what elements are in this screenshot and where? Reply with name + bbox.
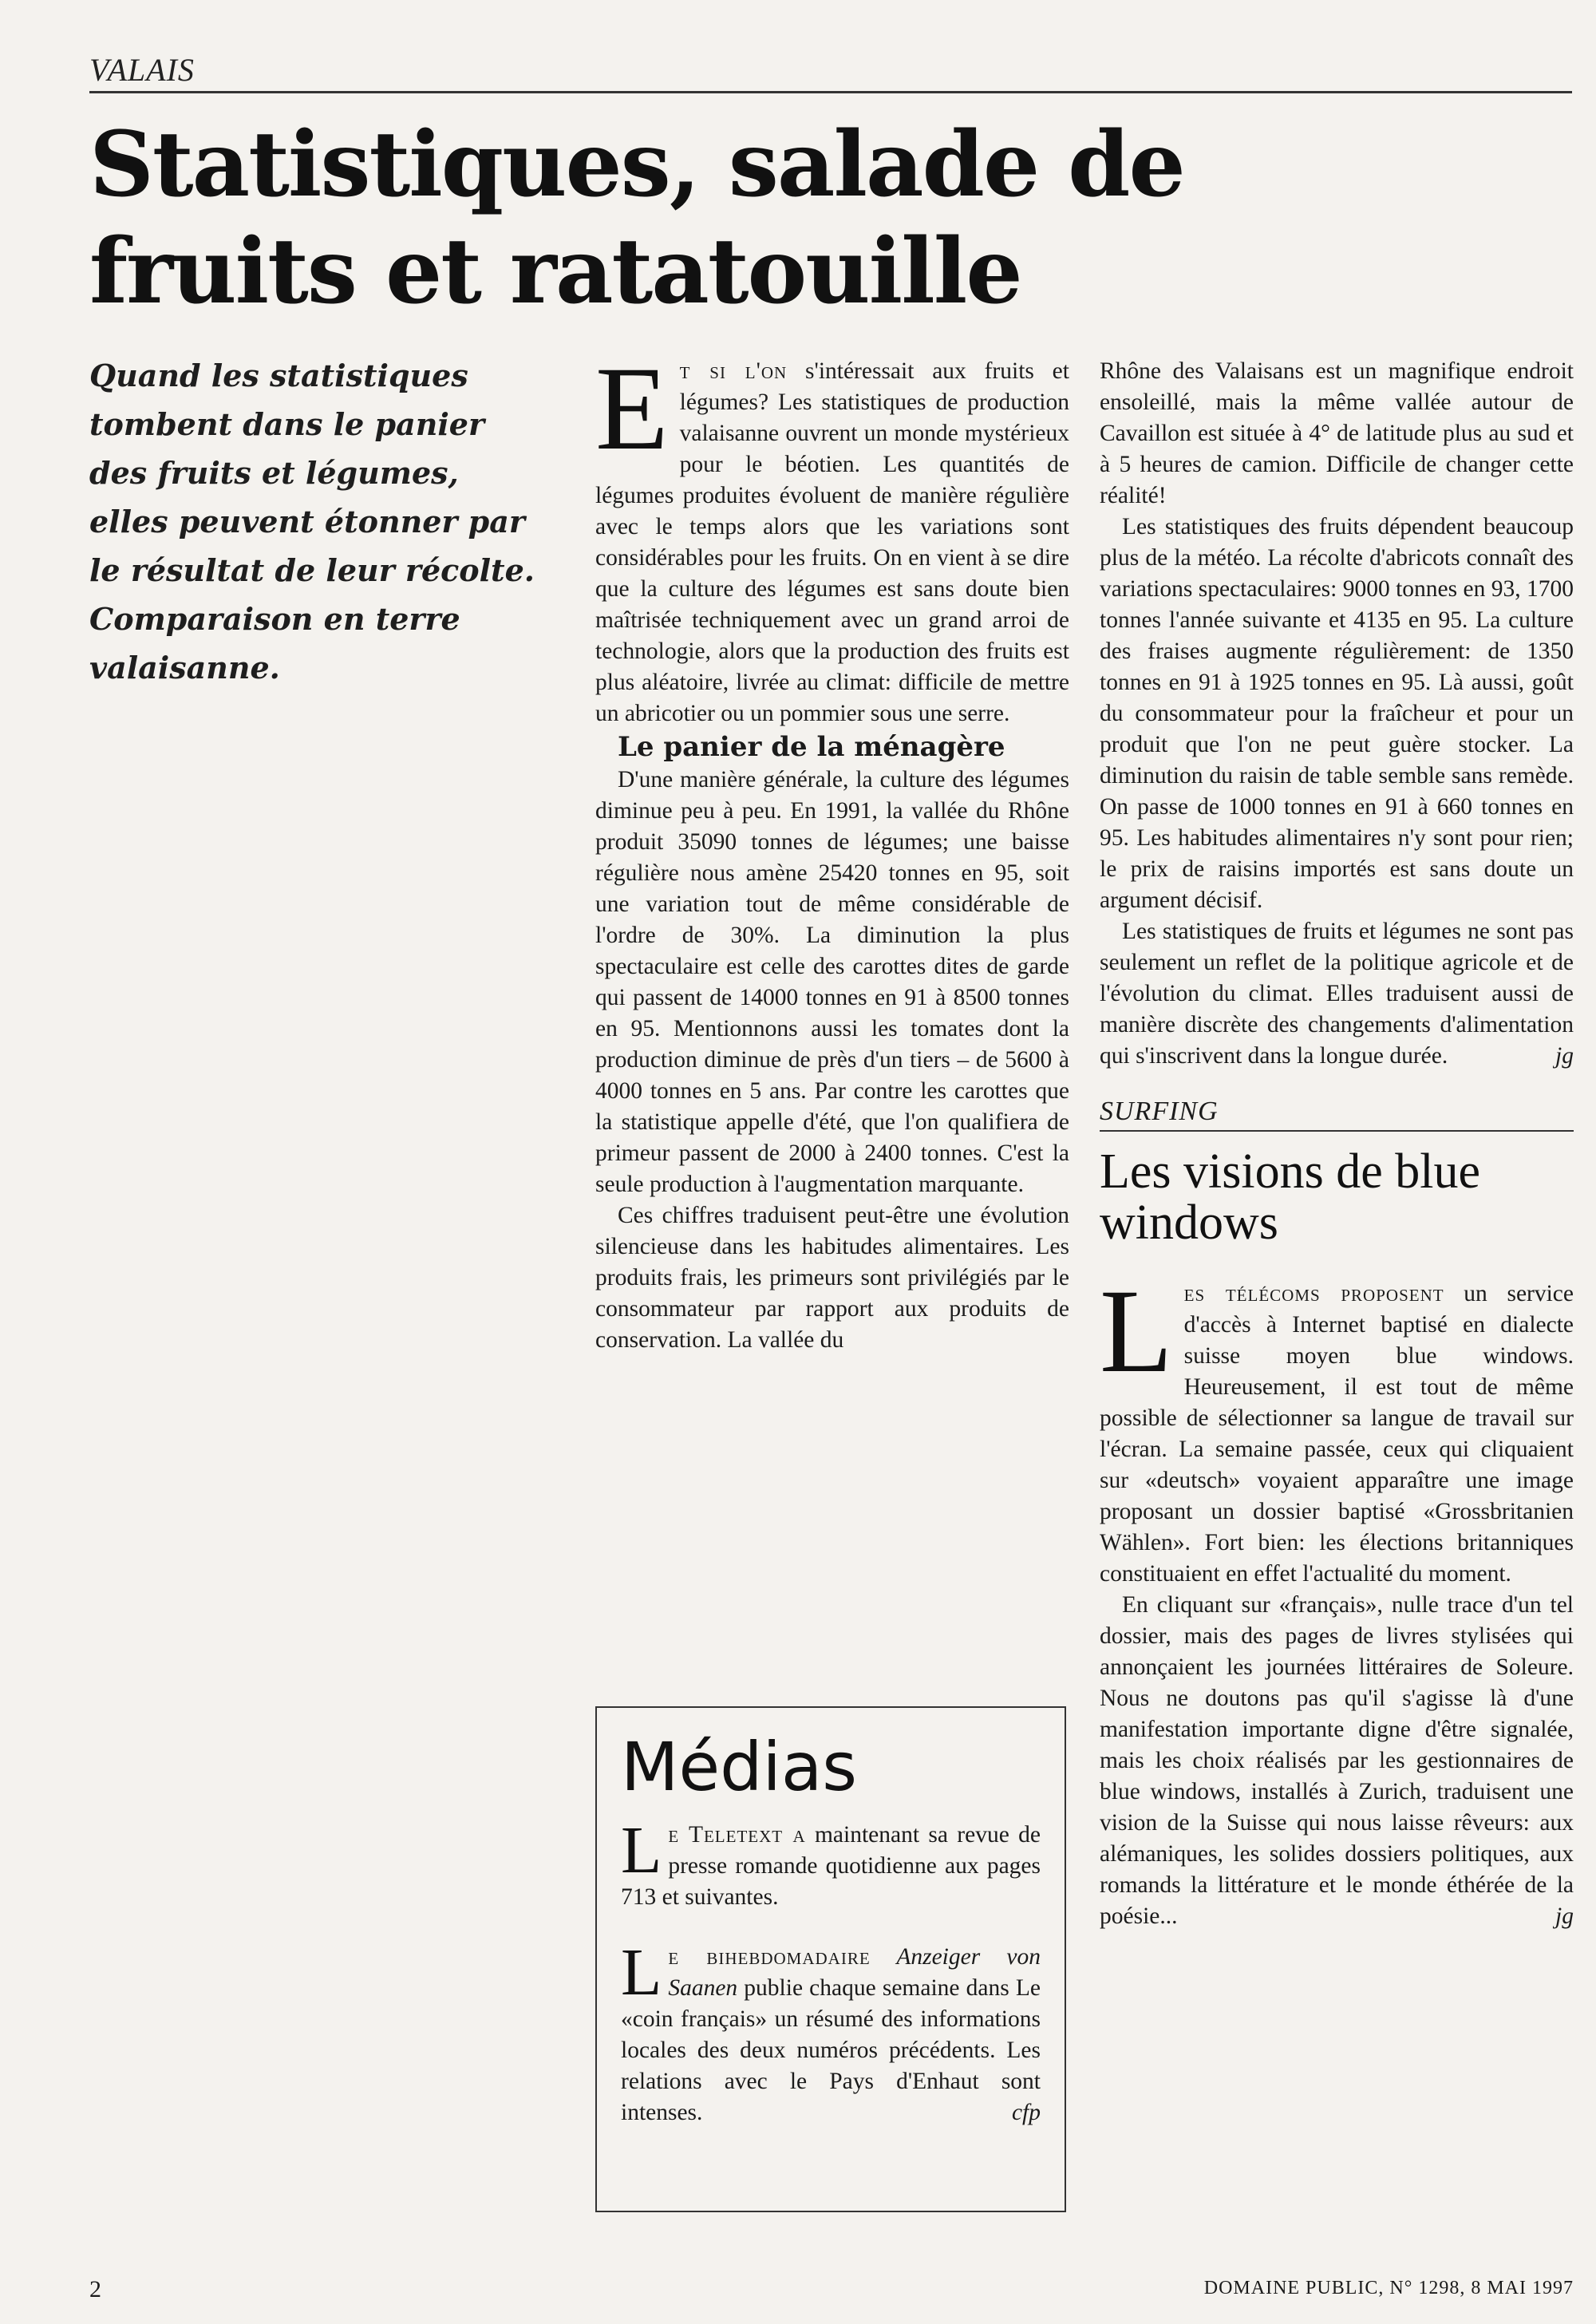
article-paragraph-opening — [595, 342, 1069, 729]
surfing-opening-smallcaps: es télécoms proposent — [1183, 1281, 1444, 1306]
section-rubric: VALAIS — [89, 52, 195, 88]
article-column-2 — [1100, 356, 1574, 1932]
medias-dropcap: L — [621, 1813, 662, 1887]
article-paragraph: Ces chiffres traduisent peut-être une évolution silencieuse dans les habitudes alimentaires. Les produits frais, les primeurs sont privilégiés par le consommateur par rapport aux produits de conservation. La vallée du — [595, 1203, 1069, 1353]
rubric-divider — [89, 91, 1572, 93]
article-lead: Quand les statistiques tombent dans le panier des fruits et légumes, elles peuvent étonner par le résultat de leur récolte. Comparaison en terre valaisanne. — [89, 358, 535, 686]
surfing-opening-text: un service d'accès à Internet baptisé en dialecte suisse moyen blue windows. Heureusement, il est tout de même possible de sélectionner sa langue de travail sur l'écran. La semaine passée, ceux qui cliquaient sur «deutsch» voyaient apparaître une image proposant un dossier baptisé «Grossbritanien Wählen». Fort bien: les élections britanniques constituaient en effet l'actualité du moment. — [1100, 1281, 1574, 1587]
article-headline: Statistiques, salade de fruits et ratatouille — [89, 113, 1184, 324]
surfing-dropcap: L — [1100, 1265, 1173, 1397]
surfing-paragraph-opening — [1100, 1265, 1574, 1590]
publication-footer: DOMAINE PUBLIC, N° 1298, 8 MAI 1997 — [1203, 2278, 1574, 2298]
surfing-signature: jg — [1555, 1903, 1574, 1929]
page-number: 2 — [89, 2276, 101, 2302]
article-signature: jg — [1555, 1043, 1574, 1069]
medias-item-smallcaps: e Teletext a — [668, 1822, 806, 1848]
surfing-paragraph — [1100, 1590, 1574, 1932]
medias-item — [621, 1935, 1041, 2128]
medias-item-text: publie chaque semaine dans Le «coin français» un résumé des informations locales des deux numéros précédents. Les relations avec le Pays d'Enhaut sont intenses. — [621, 1975, 1041, 2125]
article-opening-smallcaps: t si l'on — [679, 358, 788, 384]
article-dropcap: E — [595, 342, 669, 475]
medias-signature: cfp — [1011, 2100, 1041, 2125]
article-column-1 — [595, 342, 1069, 1356]
article-subheading: Le panier de la ménagère — [618, 731, 1005, 763]
article-opening-text: s'intéressait aux fruits et légumes? Les statistiques de production valaisanne ouvrent un monde mystérieux pour le béotien. Les quantités de légumes produites évoluent de manière régulière avec le temps alors que les variations sont considérables pour les fruits. On en vient à se dire que la culture des légumes est sans doute bien maîtrisée techniquement avec un grand arroi de technologie, alors que la production des fruits est plus aléatoire, livrée au climat: difficile de mettre un abricotier ou un pommier sous une serre. — [595, 358, 1069, 726]
article-paragraph: Les statistiques des fruits dépendent beaucoup plus de la météo. La récolte d'abricots connaît des variations spectaculaires: 9000 tonnes en 93, 1700 tonnes l'année suivante et 4135 en 95. La culture des fraises augmente régulièrement: de 1350 tonnes en 91 à 1925 tonnes en 95. Là aussi, goût du consommateur pour la fraîcheur et pour un produit que l'on ne peut guère stocker. La diminution du raisin de table semble sans remède. On passe de 1000 tonnes en 91 à 660 tonnes en 95. Les habitudes alimentaires n'y sont pour rien; le prix de raisins importés est sans doute un argument décisif. — [1100, 514, 1574, 913]
article-paragraph-text: Les statistiques de fruits et légumes ne sont pas seulement un reflet de la politique agricole et de l'évolution du climat. Elles traduisent aussi de manière discrète des changements d'alimentation qui s'inscrivent dans la longue durée. — [1100, 919, 1574, 1069]
article-paragraph — [1100, 916, 1574, 1072]
article-paragraph: Rhône des Valaisans est un magnifique endroit ensoleillé, mais la même vallée autour de Cavaillon est située à 4° de latitude plus au sud et à 5 heures de camion. Difficile de changer cette réalité! — [1100, 358, 1574, 508]
surfing-paragraph-text: En cliquant sur «français», nulle trace d'un tel dossier, mais des pages de livres stylisées qui annonçaient les journées littéraires de Soleure. Nous ne doutons pas qu'il s'agisse là d'une manifestation importante digne d'être signalée, mais les choix réalisés par les gestionnaires de blue windows, installés à Zurich, traduisent une vision de la Suisse qui nous laisse rêveurs: aux alémaniques, les solides dossiers politiques, aux romands la littérature et le monde éthérée de la poésie... — [1100, 1592, 1574, 1929]
medias-item-text: maintenant sa revue de presse romande quotidienne aux pages 713 et suivantes. — [621, 1822, 1041, 1910]
medias-title: Médias — [621, 1728, 858, 1806]
medias-item — [621, 1813, 1041, 1913]
surfing-headline: Les visions de blue windows — [1100, 1144, 1480, 1250]
medias-item-smallcaps: e bihebdomadaire — [668, 1944, 871, 1970]
article-paragraph: D'une manière générale, la culture des légumes diminue peu à peu. En 1991, la vallée du Rhône produit 35090 tonnes de légumes; une baisse régulière nous amène 25420 tonnes en 95, soit une variation tout de même considérable de l'ordre de 30%. La diminution la plus spectaculaire est celle des carottes dites de garde qui passent de 14000 tonnes en 91 à 8500 tonnes en 95. Mentionnons aussi les tomates dont la production diminue de près d'un tiers – de 5600 à 4000 tonnes en 5 ans. Par contre les carottes que la statistique appelle d'été, que l'on qualifiera de primeur passent de 2000 à 2400 tonnes. C'est la seule production à l'augmentation marquante. — [595, 767, 1069, 1197]
medias-box — [595, 1706, 1066, 2212]
surfing-rubric: SURFING — [1100, 1096, 1574, 1132]
medias-item-publication: Anzeiger von Saanen — [668, 1944, 1041, 2001]
medias-dropcap: L — [621, 1935, 662, 2010]
